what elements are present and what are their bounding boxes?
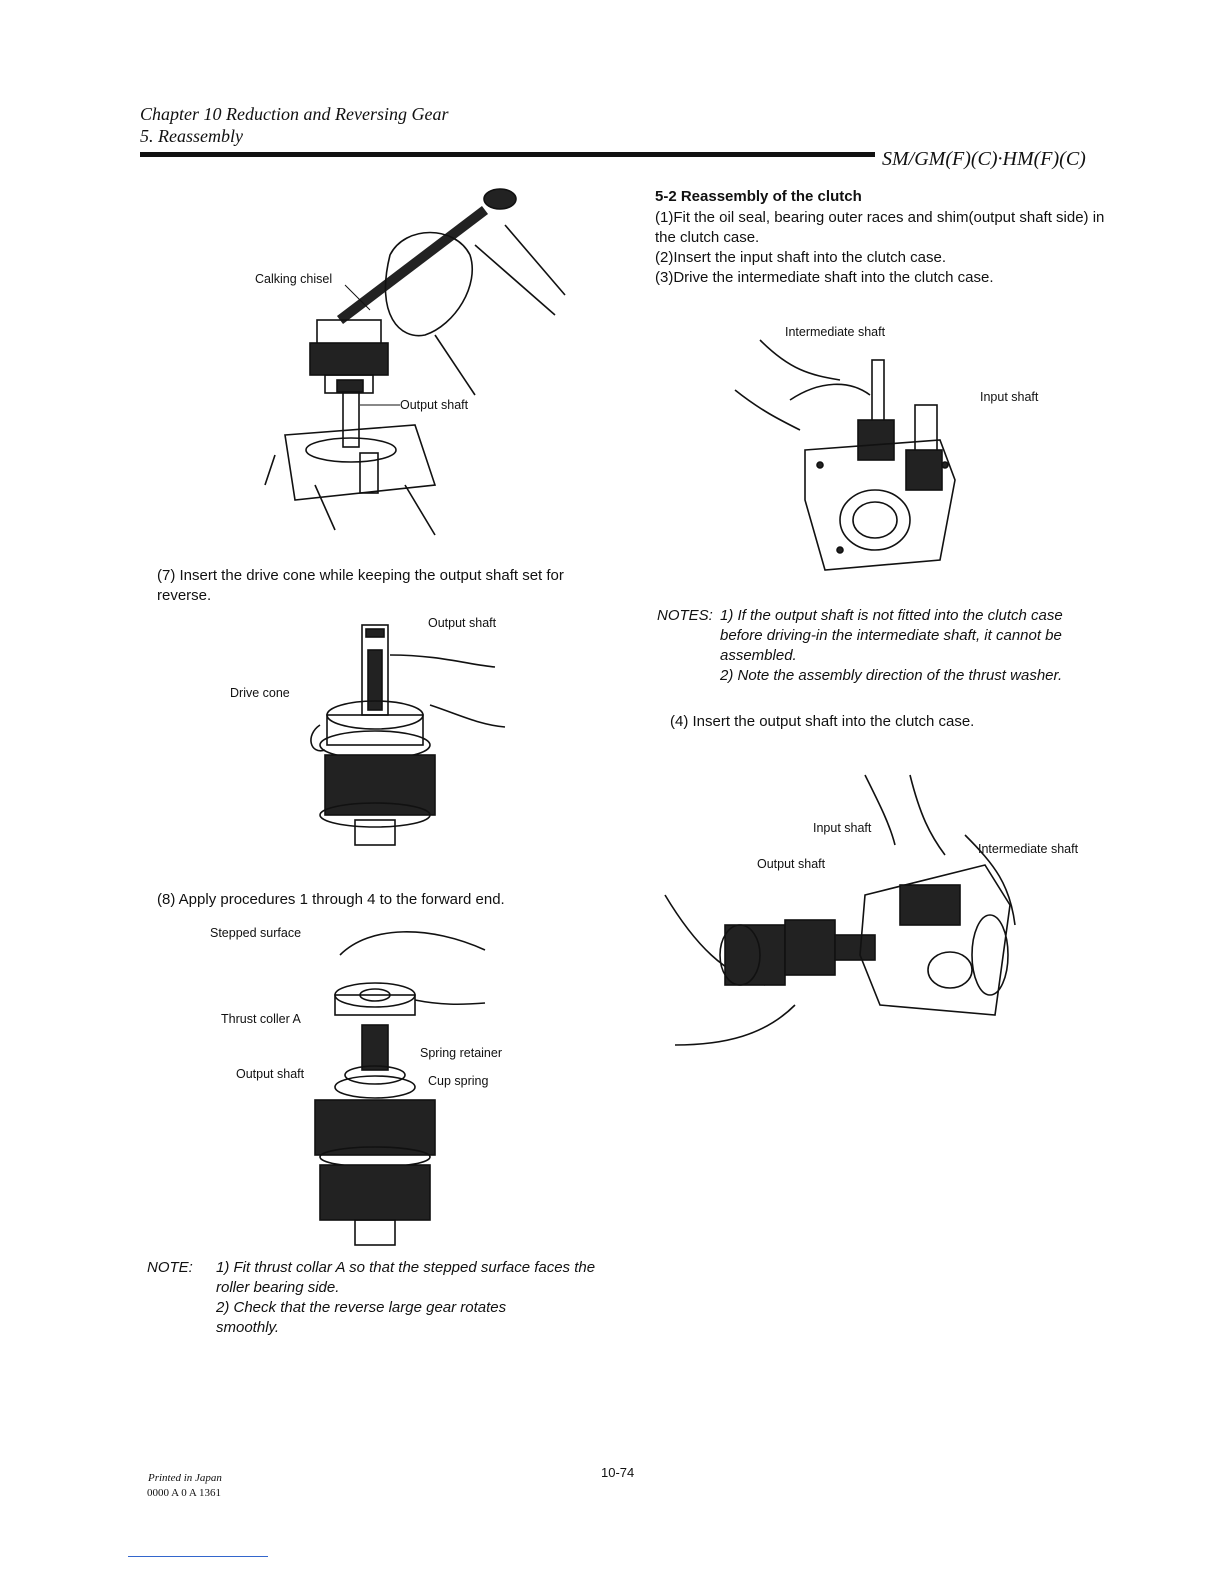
- figure-calking-chisel: [255, 185, 595, 545]
- chapter-title: Chapter 10 Reduction and Reversing Gear: [140, 104, 449, 124]
- step-7: (7) Insert the drive cone while keeping the output shaft set for reverse.: [157, 567, 564, 604]
- notes-1: 1) If the output shaft is not fitted into the clutch case before driving-in the intermediate shaft, it cannot be assembled.: [720, 607, 1063, 664]
- label-output-shaft-4: Output shaft: [757, 857, 826, 871]
- label-drive-cone: Drive cone: [230, 686, 290, 700]
- figure-thrust-collar: [300, 925, 500, 1255]
- figure-clutch-case: [730, 340, 970, 580]
- label-intermediate-shaft-2: Intermediate shaft: [978, 842, 1079, 856]
- label-stepped-surface: Stepped surface: [210, 926, 302, 940]
- label-output-shaft-2: Output shaft: [428, 616, 497, 630]
- header-rule: [140, 152, 875, 157]
- label-cup-spring: Cup spring: [428, 1074, 489, 1088]
- label-input-shaft-2: Input shaft: [813, 821, 872, 835]
- figure-output-shaft-insert: [665, 775, 1085, 1055]
- label-spring-retainer: Spring retainer: [420, 1046, 502, 1060]
- clutch-step-4: (4) Insert the output shaft into the clutch case.: [670, 713, 975, 730]
- figure-drive-cone: [300, 615, 520, 865]
- section-title: 5. Reassembly: [140, 126, 243, 146]
- clutch-step-2: (2)Insert the input shaft into the clutch case.: [655, 249, 946, 266]
- note-1: 1) Fit thrust collar A so that the stepped surface faces the roller bearing side.: [216, 1259, 596, 1296]
- label-intermediate-shaft-1: Intermediate shaft: [785, 325, 886, 339]
- footer-underline: [128, 1556, 268, 1557]
- label-thrust-coller: Thrust coller A: [221, 1012, 301, 1026]
- label-output-shaft-1: Output shaft: [400, 398, 469, 412]
- note-2: 2) Check that the reverse large gear rotates smoothly.: [216, 1299, 507, 1336]
- label-calking-chisel: Calking chisel: [255, 272, 333, 286]
- page-number: 10-74: [601, 1465, 635, 1480]
- label-input-shaft-1: Input shaft: [980, 390, 1039, 404]
- model-code: SM/GM(F)(C)·HM(F)(C): [882, 148, 1086, 170]
- note-title: NOTE:: [147, 1259, 193, 1276]
- clutch-step-1: (1)Fit the oil seal, bearing outer races and shim(output shaft side) in the clutch case.: [655, 209, 1105, 246]
- notes-2: 2) Note the assembly direction of the thrust washer.: [720, 667, 1063, 684]
- footer-printed: Printed in Japan: [148, 1472, 222, 1484]
- step-8: (8) Apply procedures 1 through 4 to the forward end.: [157, 891, 505, 908]
- footer-code: 0000 A 0 A 1361: [147, 1487, 221, 1499]
- notes-title: NOTES:: [657, 607, 713, 624]
- label-output-shaft-3: Output shaft: [236, 1067, 305, 1081]
- clutch-step-3: (3)Drive the intermediate shaft into the clutch case.: [655, 269, 994, 286]
- section-5-2-title: 5-2 Reassembly of the clutch: [655, 188, 862, 205]
